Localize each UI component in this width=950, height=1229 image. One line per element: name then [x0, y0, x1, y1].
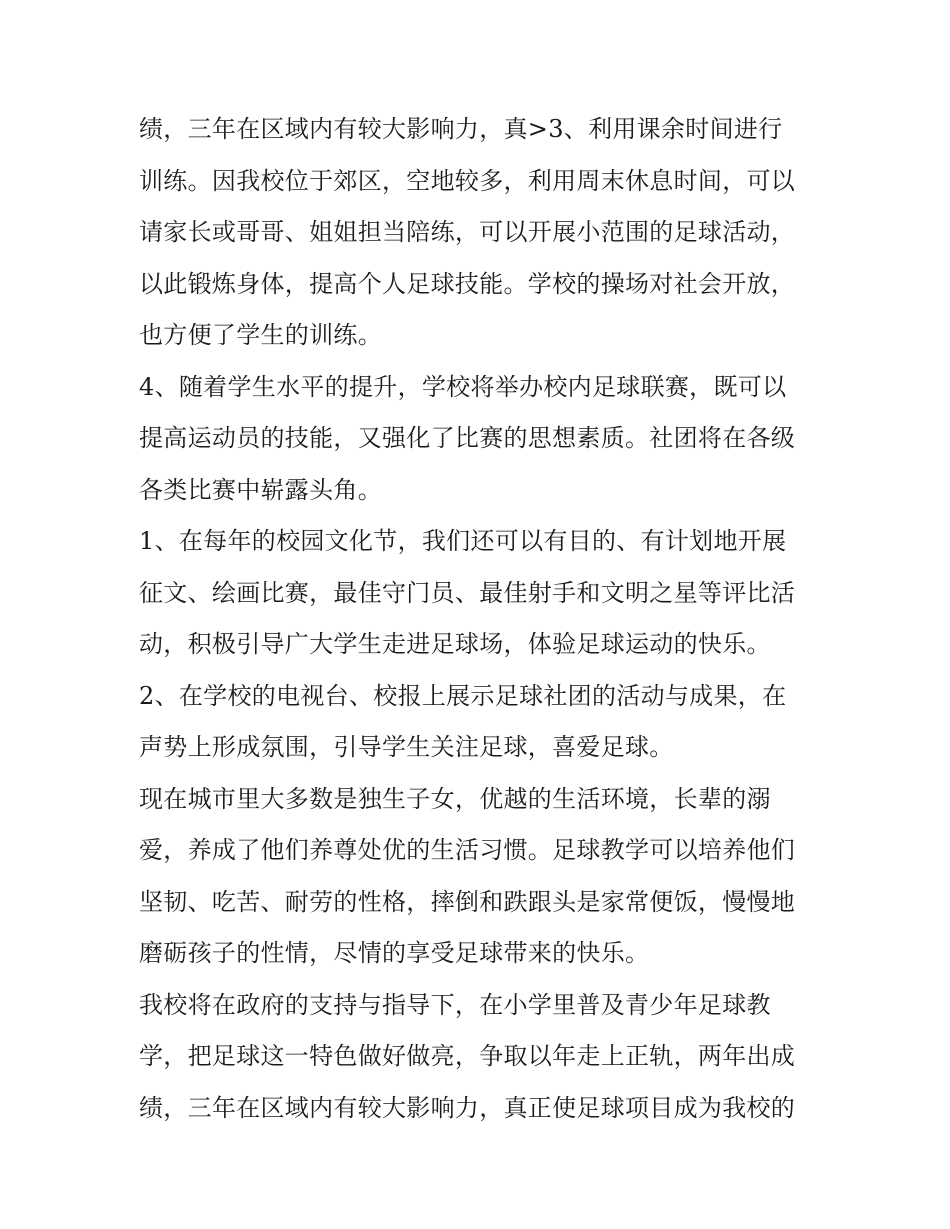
text-line: 绩，三年在区域内有较大影响力，真正使足球项目成为我校的 [139, 1093, 796, 1122]
text-line: 4、随着学生水平的提升，学校将举办校内足球联赛，既可以 [139, 372, 787, 401]
text-line: 2、在学校的电视台、校报上展示足球社团的活动与成果，在 [139, 681, 787, 710]
text-line: 绩，三年在区域内有较大影响力，真>3、利用课余时间进行 [139, 115, 783, 143]
text-line: 现在城市里大多数是独生子女，优越的生活环境，长辈的溺 [139, 784, 771, 813]
text-line: 坚韧、吃苦、耐劳的性格，摔倒和跌跟头是家常便饭，慢慢地 [139, 887, 796, 916]
text-line: 1、在每年的校园文化节，我们还可以有目的、有计划地开展 [139, 527, 787, 555]
document-body [139, 104, 829, 1134]
text-line: 征文、绘画比赛，最佳守门员、最佳射手和文明之星等评比活 [139, 578, 796, 607]
text-line: 学，把足球这一特色做好做亮，争取以年走上正轨，两年出成 [139, 1042, 796, 1070]
text-line: 以此锻炼身体，提高个人足球技能。学校的操场对社会开放， [139, 269, 796, 298]
text-line: 请家长或哥哥、姐姐担当陪练，可以开展小范围的足球活动， [139, 218, 796, 246]
text-line: 训练。因我校位于郊区，空地较多，利用周末休息时间，可以 [139, 166, 796, 195]
text-line: 声势上形成氛围，引导学生关注足球，喜爱足球。 [139, 733, 674, 761]
text-line: 各类比赛中崭露头角。 [139, 475, 382, 504]
text-line: 磨砺孩子的性情，尽情的享受足球带来的快乐。 [139, 939, 650, 967]
text-line: 提高运动员的技能，又强化了比赛的思想素质。社团将在各级 [139, 424, 796, 452]
text-line: 动，积极引导广大学生走进足球场，体验足球运动的快乐。 [139, 630, 771, 658]
text-line: 也方便了学生的训练。 [139, 321, 382, 349]
text-line: 我校将在政府的支持与指导下，在小学里普及青少年足球教 [139, 990, 771, 1019]
text-line: 爱，养成了他们养尊处优的生活习惯。足球教学可以培养他们 [139, 836, 796, 864]
